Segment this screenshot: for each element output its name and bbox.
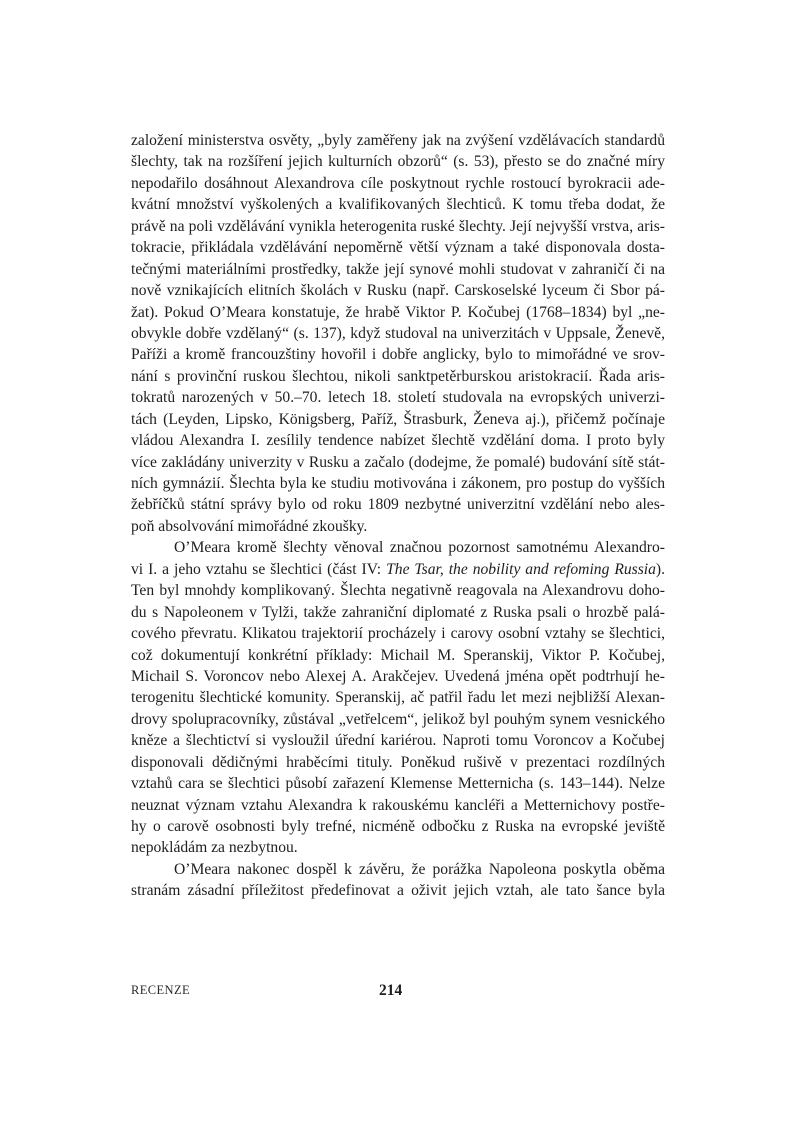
text-line: vi I. a jeho vztahu se šlechtici (část IV: The Tsar, the nobility and refoming Russia). xyxy=(131,560,665,578)
text-line: ních gymnázií. Šlechta byla ke studiu motivována i zákonem, pro postup do vyšších xyxy=(131,475,665,492)
paragraph xyxy=(131,130,665,537)
text-line: což dokumentují konkrétní příklady: Michail M. Speranskij, Viktor P. Kočubej, xyxy=(131,646,665,664)
text-line: kněze a šlechtictví si vysloužil úřední kariérou. Naproti tomu Voroncov a Kočubej xyxy=(131,732,665,750)
text-line: nání s provinční ruskou šlechtou, nikoli sanktpetěrburskou aristokracií. Řada aris- xyxy=(131,367,665,385)
text-line: poň absolvování mimořádné zkoušky. xyxy=(131,517,368,535)
text-line: kvátní množství vyškolených a kvalifikovaných šlechticů. K tomu třeba dodat, že xyxy=(131,196,665,214)
running-footer-section: RECENZE xyxy=(131,983,191,997)
paragraph xyxy=(131,537,665,859)
text-line: du s Napoleonem v Tylži, takže zahraniční diplomaté z Ruska psali o hrozbě palá- xyxy=(131,603,665,621)
book-part-title: The Tsar, the nobility and refoming Russia xyxy=(386,560,656,578)
text-line: více zakládány univerzity v Rusku a začalo (dodejme, že pomalé) budování sítě stát- xyxy=(131,453,665,471)
text-line: tečnými materiálními prostředky, takže její synové mohli studovat v zahraničí či na xyxy=(131,260,665,278)
text-line: vládou Alexandra I. zesílily tendence nabízet šlechtě vzdělání doma. I proto byly xyxy=(131,432,665,450)
text-line: terogenitu šlechtické komunity. Speranskij, ač patřil řadu let mezi nejbližší Alexan- xyxy=(131,689,665,707)
text-line: drovy spolupracovníky, zůstával „vetřelcem“, jelikož byl pouhým synem vesnického xyxy=(131,710,665,728)
text-line: disponovali dědičnými hraběcími tituly. Poněkud rušivě v prezentaci rozdílných xyxy=(131,753,665,771)
text-line: nepodařilo dosáhnout Alexandrova cíle poskytnout rychle rostoucí byrokracii ade- xyxy=(131,174,665,192)
text-line: právě na poli vzdělávání vynikla heterogenita ruské šlechty. Její nejvyšší vrstva, aris- xyxy=(131,217,665,235)
body-text xyxy=(131,130,665,902)
text-line: žat). Pokud O’Meara konstatuje, že hrabě Viktor P. Kočubej (1768–1834) byl „ne- xyxy=(131,303,665,321)
text-line: hy o carově osobnosti byly trefné, nicméně odbočku z Ruska na evropské jeviště xyxy=(131,818,665,835)
text-line: žebříčků státní správy bylo od roku 1809 nezbytné univerzitní vzdělání nebo ales- xyxy=(131,496,665,514)
text-line: cového převratu. Klikatou trajektorií procházely i carovy osobní vztahy se šlechtici, xyxy=(131,625,665,643)
text-line: O’Meara kromě šlechty věnoval značnou pozornost samotnému Alexandro- xyxy=(174,539,665,557)
text-line: založení ministerstva osvěty, „byly zaměřeny jak na zvýšení vzdělávacích standardů xyxy=(131,132,665,149)
text-line: O’Meara nakonec dospěl k závěru, že porážka Napoleona poskytla oběma xyxy=(174,860,665,878)
text-line: nepokládám za nezbytnou. xyxy=(131,839,298,857)
text-line: tokracie, přikládala vzdělávání nepoměrně větší význam a také disponovala dosta- xyxy=(131,239,665,257)
page-number: 214 xyxy=(379,982,403,999)
text-line: šlechty, tak na rozšíření jejich kulturních obzorů“ (s. 53), přesto se do značné míry xyxy=(131,153,665,171)
paragraph xyxy=(131,859,665,902)
text-line: Ten byl mnohdy komplikovaný. Šlechta negativně reagovala na Alexandrovu doho- xyxy=(131,582,665,600)
text-line: stranám zásadní příležitost předefinovat a oživit jejich vztah, ale tato šance byla xyxy=(131,882,665,900)
text-line: obvykle dobře vzdělaný“ (s. 137), když studoval na univerzitách v Uppsale, Ženevě, xyxy=(131,324,665,342)
text-line: nově vznikajících elitních školách v Rusku (např. Carskoselské lyceum či Sbor pá- xyxy=(131,282,665,300)
text-line: Michail S. Voroncov nebo Alexej A. Arakčejev. Uvedená jména opět podtrhují he- xyxy=(131,667,665,685)
text-line: neuznat význam vztahu Alexandra k rakouskému kancléři a Metternichovy postře- xyxy=(131,796,665,814)
text-line: Paříži a kromě francouzštiny hovořil i dobře anglicky, bylo to mimořádné ve srov- xyxy=(131,346,665,364)
text-line: tokratů narozených v 50.–70. letech 18. století studovala na evropských univerzi- xyxy=(131,389,665,407)
text-line: tách (Leyden, Lipsko, Königsberg, Paříž, Štrasburk, Ženeva aj.), přičemž počínaje xyxy=(131,410,665,428)
text-line: vztahů cara se šlechtici působí zařazení Klemense Metternicha (s. 143–144). Nelze xyxy=(131,775,665,793)
